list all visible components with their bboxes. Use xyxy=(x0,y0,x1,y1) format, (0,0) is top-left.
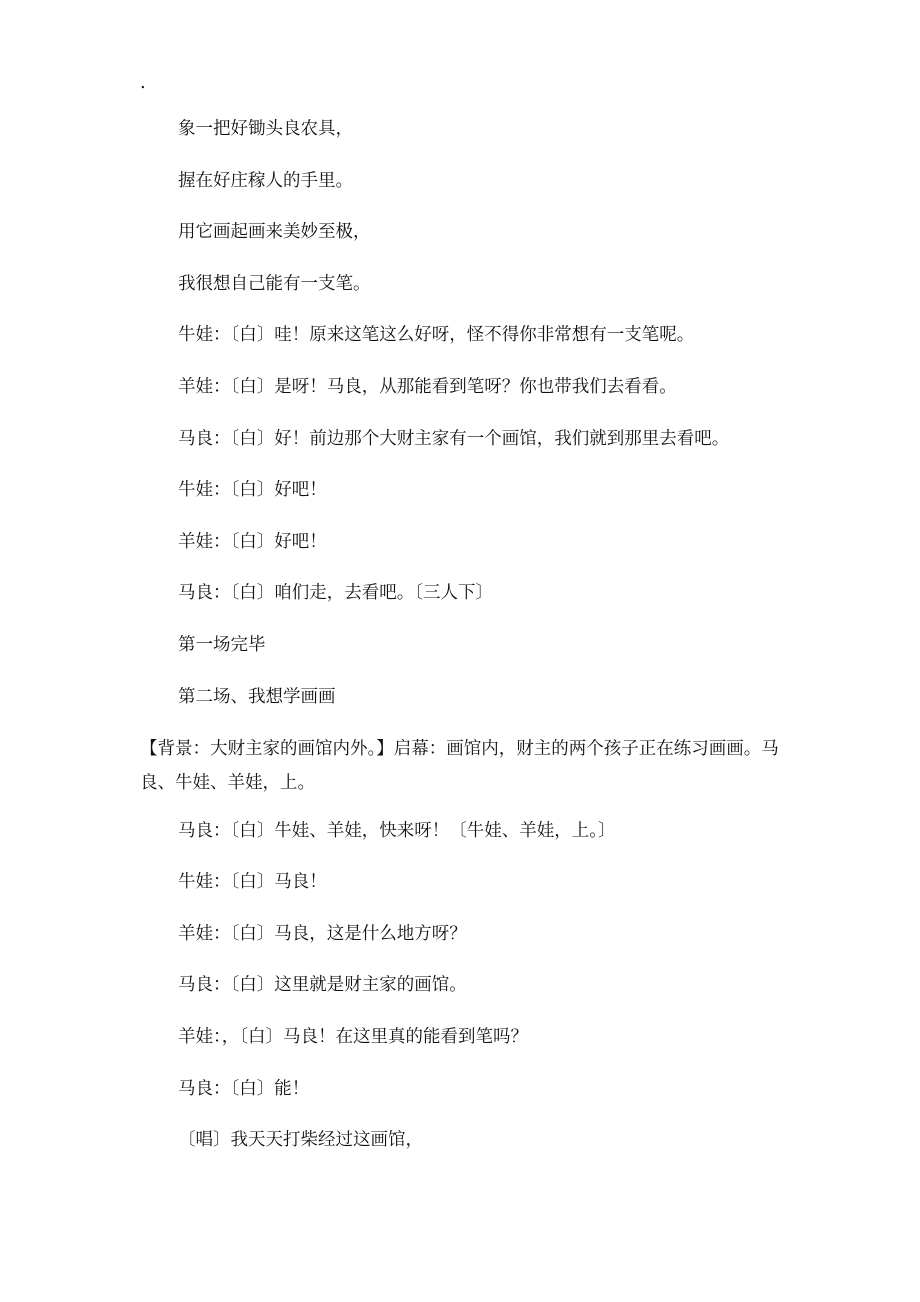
dialogue-line: 羊娃：，〔白〕马良！在这里真的能看到笔吗？ xyxy=(178,1027,528,1047)
page-marker: . xyxy=(140,72,146,93)
dialogue-line: 羊娃：〔白〕马良，这是什么地方呀？ xyxy=(178,923,467,944)
lyric-line: 象一把好锄头良农具， xyxy=(178,119,353,139)
scene-title: 第二场、我想学画画 xyxy=(178,686,336,707)
dialogue-line: 羊娃：〔白〕是呀！马良，从那能看到笔呀？你也带我们去看看。 xyxy=(178,376,677,397)
script-page xyxy=(140,116,780,1179)
dialogue-line: 羊娃：〔白〕好吧！ xyxy=(178,531,327,552)
lyric-line: 握在好庄稼人的手里。 xyxy=(178,170,353,191)
scene-end-heading: 第一场完毕 xyxy=(178,634,266,655)
dialogue-line: 马良：〔白〕好！前边那个大财主家有一个画馆，我们就到那里去看吧。 xyxy=(178,428,730,449)
dialogue-line: 马良：〔白〕能！ xyxy=(178,1078,310,1099)
dialogue-line: 马良：〔白〕牛娃、羊娃，快来呀！〔牛娃、羊娃，上。〕 xyxy=(178,820,616,841)
dialogue-line: 牛娃：〔白〕好吧！ xyxy=(178,480,327,501)
dialogue-line: 牛娃：〔白〕哇！原来这笔这么好呀，怪不得你非常想有一支笔呢。 xyxy=(178,325,695,346)
dialogue-line: 马良：〔白〕咱们走，去看吧。〔三人下〕 xyxy=(178,583,493,604)
lyric-line: 我很想自己能有一支笔。 xyxy=(178,273,371,294)
song-line: 〔唱〕我天天打柴经过这画馆， xyxy=(178,1130,423,1151)
dialogue-line: 牛娃：〔白〕马良！ xyxy=(178,872,327,893)
dialogue-line: 马良：〔白〕这里就是财主家的画馆。 xyxy=(178,975,467,996)
lyric-line: 用它画起画来美妙至极， xyxy=(178,222,371,243)
stage-direction-paragraph: 【背景：大财主家的画馆内外。】启幕：画馆内，财主的两个孩子正在练习画画。马良、牛娃、羊娃，上。 xyxy=(140,739,779,794)
